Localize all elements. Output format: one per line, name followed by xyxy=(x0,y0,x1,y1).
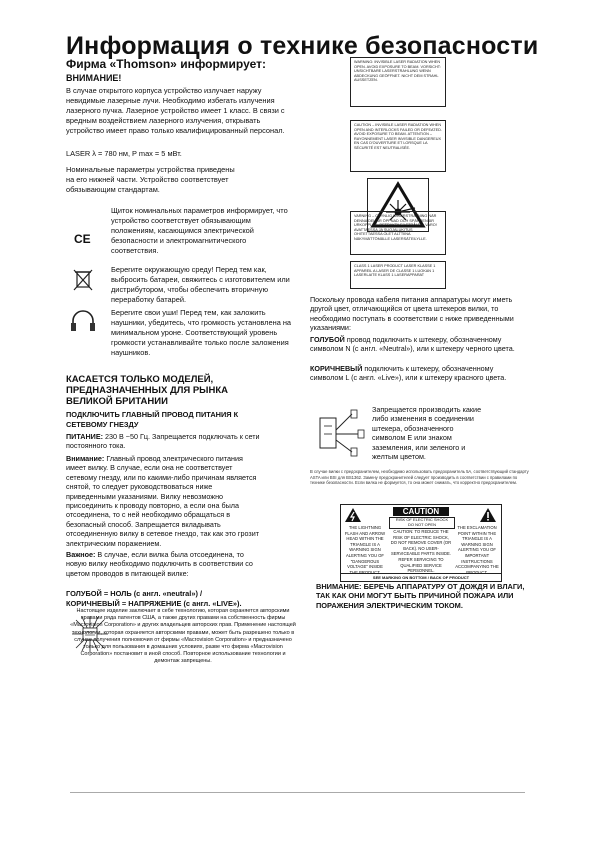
headphones-icon xyxy=(68,308,98,334)
power-paragraph xyxy=(66,432,286,451)
uk-heading: КАСАЕТСЯ ТОЛЬКО МОДЕЛЕЙ, ПРЕДНАЗНАЧЕННЫХ ДЛЯ РЫНКА ВЕЛИКОЙ БРИТАНИИ xyxy=(66,374,229,407)
laser-label-1: WARNING: INVISIBLE LASER RADIATION WHEN OPEN. AVOID EXPOSURE TO BEAM. VORSICHT: UNSICHTBARE LASERSTRAHLUNG WENN ABDECKUNG GEÖFFNET. NICHT DEM STRAHL AUSSETZEN. xyxy=(350,57,446,107)
plug-text: Запрещается производить какие либо изменения в соединении штекера, обозначенного символом E или знаком заземления, или зеленого и желтым цветом. xyxy=(372,405,482,462)
brown-wire-text: подключить к штекеру, обозначенному символом L (с англ. «Live»), или к штекеру красного цвета. xyxy=(310,364,507,383)
caution-sub: RISK OF ELECTRIC SHOCK DO NOT OPEN xyxy=(389,517,455,529)
brown-wire-label: КОРИЧНЕВЫЙ xyxy=(310,364,363,373)
laser-spec: LASER λ = 780 нм, P max = 5 мВт. xyxy=(66,149,182,158)
attention-label: Внимание: xyxy=(66,454,105,463)
power-label: ПИТАНИЕ: xyxy=(66,432,104,441)
important-text: В случае, если вилка была отсоединена, то новую вилку необходимо подключить в соответствии со цветом проводов в питающей вилке: xyxy=(66,550,253,578)
crossed-bin-icon xyxy=(72,268,94,292)
macrovision-text: Настоящее изделие заключает в себе технологию, которая охраняется авторскими правами ряда патентов США, а также других правами на собственность фирмы «Macrovision Corporation» и других владельцев авторских прав. Применение настоящей технологии, которая охраняется авторскими правами, может быть разрешено только в случае получения полномочия от фирмы «Macrovision Corporation» и предназначено только для пользования в домашних условиях, разве что фирма «Macrovision Corporation» постановит в иной способ. Повторное использование технологии и демонтаж запрещены. xyxy=(70,608,296,665)
uk-subheading: ПОДКЛЮЧИТЬ ГЛАВНЫЙ ПРОВОД ПИТАНИЯ К СЕТЕВОМУ ГНЕЗДУ xyxy=(66,410,239,429)
important-paragraph xyxy=(66,550,266,578)
attention-paragraph xyxy=(66,454,262,548)
blue-wire-paragraph xyxy=(310,335,520,354)
caution-title: CAUTION xyxy=(393,507,449,516)
lightning-warning-icon xyxy=(344,507,362,523)
ce-text: Щиток номинальных параметров информирует, что устройство соответствует обязывающим положениям, касающимся электрической безопасности и электромагнитического соответствия. xyxy=(111,206,288,255)
exclamation-warning-icon xyxy=(479,507,497,523)
final-warning: ВНИМАНИЕ: БЕРЕЧЬ АППАРАТУРУ ОТ ДОЖДЯ И ВЛАГИ, ТАК КАК ОНИ МОГУТ БЫТЬ ПРИЧИНОЙ ПОЖАРА ИЛИ ПОРАЖЕНИЯ ЭЛЕКТРИЧЕСКИМ ТОКОМ. xyxy=(316,582,525,610)
page-title: Информация о технике безопасности xyxy=(66,32,539,60)
laser-label-3: VARNING – OSYNLIG LASERSTRÅLNING NÄR DENNA DEL ÄR ÖPPNAD OCH SPÄRREN ÄR URKOPPLAD. BETRAKTA EJ STRÅLEN. VARO! AVATTAESSA JA SUOJALUKITUS OHITETTAESSA OLET ALTTIINA NÄKYMÄTTÖMÄLLE LASERSÄTEILYLLE. xyxy=(350,211,446,255)
power-text: 230 В ~50 Гц. Запрещается подключать к сети постоянного тока. xyxy=(66,432,260,451)
cable-colors-text: Поскольку провода кабеля питания аппаратуры могут иметь другой цвет, отличающийся от цвета штекеров вилки, то необходимо поступать в соответствии с ниже приведенными указаниями: xyxy=(310,295,514,333)
important-label: Важное: xyxy=(66,550,96,559)
ears-text: Берегите свои уши! Перед тем, как заложить наушники, убедитесь, что громкость установлена на минимальном уроне. Соответствующий уровень громкости устанавливайте только после заложения наушников. xyxy=(111,308,292,357)
laser-label-4: CLASS 1 LASER PRODUCT LASER KLASSE 1 APPAREIL A LASER DE CLASSE 1 LUOKAN 1 LASERLAITE KLASS 1 LASERAPPARAT xyxy=(350,261,446,289)
blue-wire-label: ГОЛУБОЙ xyxy=(310,335,345,344)
rating-text: Номинальные параметры устройства приведены на его нижней части. Устройство соответствует обязывающим стандартам. xyxy=(66,165,235,194)
caution-center-text: CAUTION: TO REDUCE THE RISK OF ELECTRIC SHOCK, DO NOT REMOVE COVER (OR BACK). NO USER-SERVICEABLE PARTS INSIDE. REFER SERVICING TO QUALIFIED SERVICE PERSONNEL. xyxy=(390,529,452,574)
laser-label-2: CAUTION – INVISIBLE LASER RADIATION WHEN OPEN AND INTERLOCKS FAILED OR DEFEATED. AVOID EXPOSURE TO BEAM. ATTENTION – RAYONNEMENT LASER INVISIBLE DANGEREUX EN CAS D'OUVERTURE ET LORSQUE LA SÉCURITÉ EST NEUTRALISÉE. xyxy=(350,120,446,172)
caution-bottom-text: SEE MARKING ON BOTTOM / BACK OF PRODUCT xyxy=(341,573,501,581)
blue-wire-text: провод подключить к штекеру, обозначенному символом N (с англ. «Neutral»), или к штекеру черного цвета. xyxy=(310,335,515,354)
wires-line-1: ГОЛУБОЙ = НОЛЬ (с англ. «neutral») / xyxy=(66,589,203,598)
uk-plug-diagram-icon xyxy=(318,404,368,458)
wires-line-2: КОРИЧНЕВЫЙ = НАПРЯЖЕНИЕ (с англ. «LIVE»). xyxy=(66,599,242,608)
attention-text: Главный провод электрического питания имеет вилку. В случае, если она не соответствует сетевому гнезду, или по какими-либо причинам является снятой, то следует руководствоваться ниже приведенными указаниями. Вилку невозможно присоединить к проводу повторно, а если она была отсоединена, то с ней необходимо обращаться в безопасный способ. Запрещается вкладывать отсоединенную вилку в сетевое гнездо, так как это грозит электрическим поражением. xyxy=(66,454,260,548)
warning-text: В случае открытого корпуса устройство излучает наружу невидимые лазерные лучи. Необходимо избегать излучения лазерного пучка. Лазерное устройство имеет 1 класс. В связи с вредным воздействием лазерного излучения, открывать устройство имеет право только квалифицированный персонал. xyxy=(66,86,285,135)
warning-heading: ВНИМАНИЕ! xyxy=(66,73,122,83)
ce-mark-icon: CE xyxy=(74,232,91,246)
footer-divider xyxy=(70,792,525,793)
fuse-text: В случае вилки с предохранителем, необходимо использовать предохранитель 5А, соответствующий стандарту ASTA или BSI для BS1362. Замену предохранителей следует производить в соответствии с правилами по технике безопасности. Если вилка не формуется, то она может снимать, что корректно предохранителем. xyxy=(310,469,529,486)
caution-panel xyxy=(340,504,502,582)
caution-right-text: THE EXCLAMATION POINT WITHIN THE TRIANGLE IS A WARNING SIGN ALERTING YOU OF IMPORTANT INSTRUCTIONS ACCOMPANYING THE PRODUCT. xyxy=(455,525,499,575)
brown-wire-paragraph xyxy=(310,364,520,383)
battery-text: Берегите окружающую среду! Перед тем как, выбросить батареи, свяжитесь с изготовителем или дистрибутором, чтобы обеспечить вторичную переработку батарей. xyxy=(111,265,290,304)
caution-left-text: THE LIGHTNING FLASH AND ARROW HEAD WITHIN THE TRIANGLE IS A WARNING SIGN ALERTING YOU OF "DANGEROUS VOLTAGE" INSIDE THE PRODUCT. xyxy=(344,525,386,575)
page-subtitle: Фирма «Thomson» информирует: xyxy=(66,57,266,71)
